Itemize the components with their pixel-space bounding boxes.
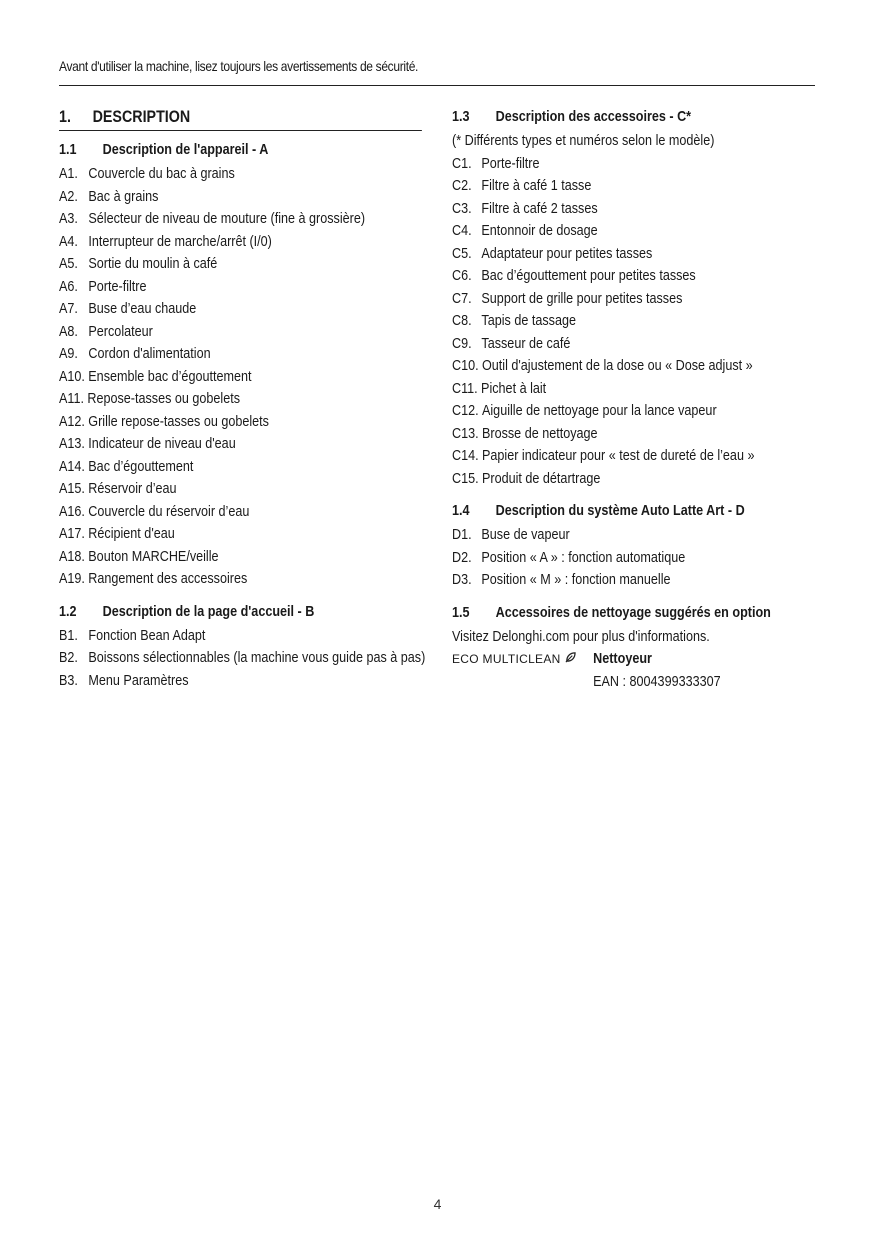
item-text: Porte-filtre [88,277,147,295]
item-text: Pichet à lait [481,379,547,397]
item-code: A3. [59,210,78,227]
item-code: A15. [59,480,85,497]
item-code: A12. [59,412,85,430]
item-code: A5. [59,255,78,272]
subsection-title: Accessoires de nettoyage suggérés en option [495,603,771,621]
product-ean-row [452,671,822,694]
list-item [452,400,822,423]
item-text: Adaptateur pour petites tasses [481,244,653,262]
item-text: Entonnoir de dosage [481,222,598,239]
item-code: C2. [452,177,472,194]
item-text: Bac d’égouttement pour petites tasses [481,267,696,284]
appliance-parts-list [59,163,422,591]
list-item [452,175,822,198]
item-text: Brosse de nettoyage [481,424,598,442]
subsection-title: Description des accessoires - C* [495,108,692,125]
item-text: Indicateur de niveau d'eau [88,435,236,452]
item-text: Grille repose-tasses ou gobelets [88,412,269,430]
item-text: Bac à grains [88,187,159,205]
item-code: C13. [452,424,479,442]
list-item [59,163,422,186]
accessories-list [452,153,822,491]
item-code: A6. [59,277,78,295]
item-text: Buse de vapeur [481,526,570,543]
item-text: Ensemble bac d’égouttement [88,367,252,385]
subsection-number: 1.3 [452,108,470,125]
item-text: Outil d'ajustement de la dose ou « Dose adjust » [481,357,753,374]
item-code: C1. [452,154,472,172]
item-code: A8. [59,322,78,340]
section-number: 1. [59,107,71,126]
subsection-title: Description du système Auto Latte Art - D [495,502,745,519]
header-divider [59,85,815,86]
brand-text: ECO MULTICLEAN [452,652,561,666]
list-item [59,625,422,648]
accessories-note: (* Différents types et numéros selon le modèle) [452,132,715,149]
list-item [59,568,422,591]
left-column [59,104,426,692]
subsection-heading-auto-latte-art [452,498,822,524]
list-item [59,411,422,434]
list-item [452,355,822,378]
item-text: Boissons sélectionnables (la machine vous guide pas à pas) [88,649,426,666]
item-code: C5. [452,244,472,262]
list-item [59,546,422,569]
item-code: A17. [59,525,85,542]
item-code: A13. [59,435,85,452]
item-text: Sortie du moulin à café [88,255,218,272]
list-item [59,321,422,344]
item-code: A1. [59,165,78,182]
list-item [59,647,426,670]
item-code: C15. [452,469,479,487]
item-code: D2. [452,548,472,566]
subsection-heading-appliance [59,137,422,163]
item-text: Bouton MARCHE/veille [88,547,219,565]
item-code: B1. [59,626,78,644]
item-code: A14. [59,457,85,475]
item-text: Position « A » : fonction automatique [481,548,686,566]
list-item [59,433,422,456]
item-code: D3. [452,571,472,588]
list-item [452,265,822,288]
list-item [452,547,822,570]
item-code: B2. [59,649,78,666]
item-text: Récipient d'eau [88,525,175,542]
item-text: Papier indicateur pour « test de dureté de l’eau » [481,447,755,464]
item-code: A10. [59,367,85,385]
item-code: A11. [59,390,84,407]
item-code: A4. [59,232,78,250]
item-code: C8. [452,312,472,329]
eco-multiclean-logo [452,648,576,671]
section-title: DESCRIPTION [92,107,191,126]
item-text: Filtre à café 2 tasses [481,199,598,217]
item-code: A19. [59,570,85,587]
list-item [452,288,822,311]
item-code: C6. [452,267,472,284]
list-item [59,388,422,411]
item-text: Cordon d'alimentation [88,345,211,362]
item-code: C12. [452,402,479,419]
item-code: C4. [452,222,472,239]
item-text: Produit de détartrage [481,469,601,487]
item-code: C7. [452,289,472,307]
list-item [452,569,822,592]
list-item [59,456,422,479]
item-text: Tasseur de café [481,334,571,352]
list-item [59,523,422,546]
list-item [452,378,822,401]
item-text: Filtre à café 1 tasse [481,177,592,194]
list-item [452,198,822,221]
list-item [452,310,822,333]
list-item [452,524,822,547]
item-text: Porte-filtre [481,154,540,172]
subsection-heading-cleaning-accessories [452,600,822,626]
item-text: Réservoir d’eau [88,480,177,497]
subsection-heading-home-page [59,599,422,625]
item-text: Interrupteur de marche/arrêt (I/0) [88,232,272,250]
item-text: Rangement des accessoires [88,570,248,587]
safety-note: Avant d'utiliser la machine, lisez toujours les avertissements de sécurité. [59,58,419,74]
item-code: C10. [452,357,479,374]
subsection-heading-accessories [452,104,822,130]
item-code: C9. [452,334,472,352]
list-item [59,478,422,501]
item-code: A9. [59,345,78,362]
list-item [59,253,422,276]
list-item [452,468,822,491]
home-page-list [59,625,426,693]
item-text: Sélecteur de niveau de mouture (fine à grossière) [88,210,366,227]
item-text: Bac d’égouttement [88,457,194,475]
subsection-title: Description de l'appareil - A [102,141,269,158]
item-code: B3. [59,671,78,689]
list-item [59,366,422,389]
list-item [59,501,422,524]
item-code: C11. [452,379,478,397]
product-row [452,648,822,671]
website-note: Visitez Delonghi.com pour plus d'informations. [452,627,710,645]
subsection-number: 1.4 [452,502,470,519]
list-item [452,243,822,266]
subsection-number: 1.1 [59,141,77,158]
item-code: A18. [59,547,85,565]
item-text: Position « M » : fonction manuelle [481,571,671,588]
subsection-number: 1.2 [59,602,77,620]
right-column [452,104,822,693]
leaf-icon [565,648,576,671]
list-item [59,298,422,321]
item-text: Aiguille de nettoyage pour la lance vapeur [481,402,717,419]
list-item [452,153,822,176]
item-code: C3. [452,199,472,217]
list-item [59,670,422,693]
product-ean: EAN : 8004399333307 [593,672,721,690]
item-text: Percolateur [88,322,153,340]
item-text: Fonction Bean Adapt [88,626,206,644]
item-text: Couvercle du bac à grains [88,165,235,182]
item-code: D1. [452,526,472,543]
item-text: Repose-tasses ou gobelets [87,390,241,407]
item-code: A7. [59,300,78,317]
list-item [59,276,422,299]
item-code: A2. [59,187,78,205]
list-item [452,423,822,446]
item-text: Menu Paramètres [88,671,189,689]
auto-latte-art-list [452,524,822,592]
subsection-title: Description de la page d'accueil - B [102,602,315,620]
list-item [452,220,822,243]
item-text: Support de grille pour petites tasses [481,289,683,307]
item-code: A16. [59,502,85,520]
list-item [59,186,422,209]
list-item [452,445,822,468]
list-item [59,343,422,366]
item-text: Couvercle du réservoir d’eau [88,502,250,520]
list-item [452,333,822,356]
subsection-number: 1.5 [452,603,470,621]
product-name: Nettoyeur [593,650,652,667]
item-code: C14. [452,447,479,464]
list-item [59,208,422,231]
item-text: Tapis de tassage [481,312,576,329]
page-number: 4 [433,1196,442,1212]
list-item [59,231,422,254]
section-heading-description [59,104,422,131]
item-text: Buse d’eau chaude [88,300,197,317]
